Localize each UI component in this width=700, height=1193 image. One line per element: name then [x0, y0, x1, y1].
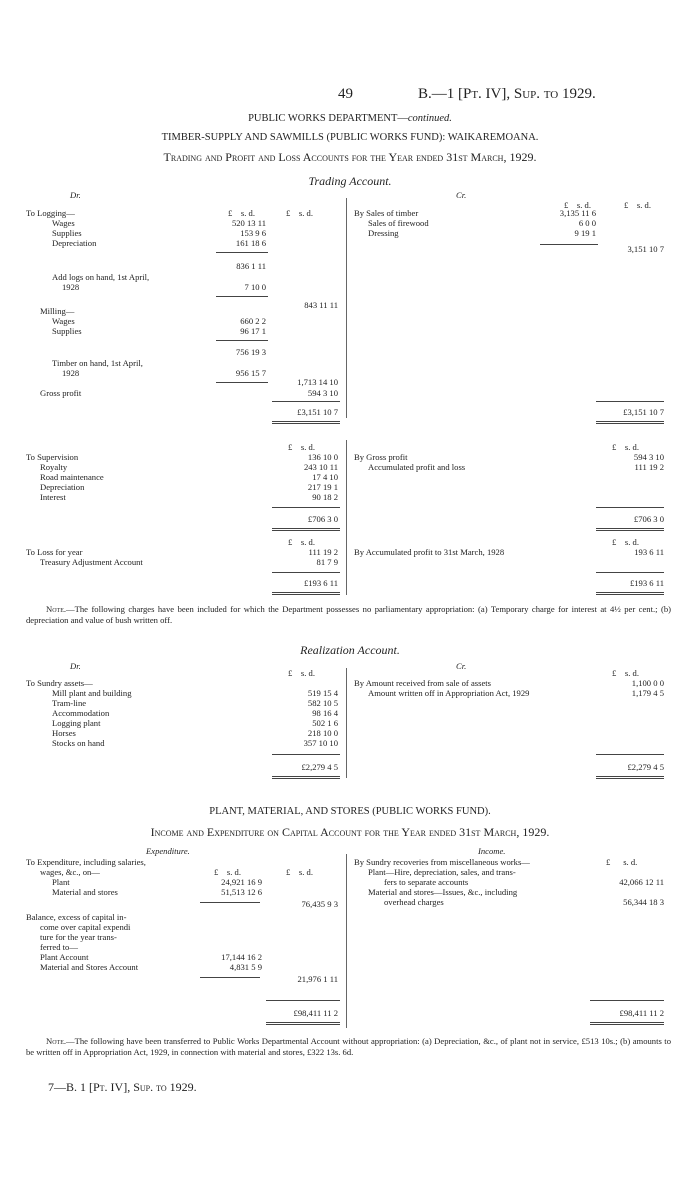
sundry-assets-label: To Sundry assets— — [26, 678, 93, 688]
pms-title: PLANT, MATERIAL, AND STORES (PUBLIC WORKS FUND). — [209, 806, 491, 817]
shillings-header: s. — [624, 442, 631, 452]
trading-dr-label: Dr. — [70, 190, 81, 200]
pl-dr-item-value: 136 10 0 — [307, 452, 338, 462]
plant-label: Plant — [52, 877, 70, 887]
shillings-header: s. — [623, 857, 629, 867]
trading-cr-label: Cr. — [456, 190, 467, 200]
asset-value: 519 15 4 — [307, 688, 338, 698]
pound-sign: £ — [286, 867, 291, 877]
expenditure-label: To Expenditure, including salaries, — [26, 857, 146, 867]
rule — [272, 401, 340, 402]
pl-cr-total: £706 3 0 — [633, 514, 664, 524]
recoveries-label: By Sundry recoveries from miscellaneous works— — [354, 857, 530, 867]
dressing-value: 9 19 1 — [574, 228, 596, 238]
sales-timber-label: By Sales of timber — [354, 208, 419, 218]
loss-dr-total: £193 6 11 — [303, 578, 338, 588]
asset-label: Logging plant — [52, 718, 101, 728]
double-rule — [596, 776, 664, 779]
currency-header — [612, 537, 639, 547]
pence-header: d. — [630, 857, 638, 867]
material-stores-label: Material and stores — [52, 887, 118, 897]
rule — [596, 572, 664, 573]
pound-sign: £ — [286, 208, 291, 218]
pound-sign: £ — [612, 442, 617, 452]
material-stores-account-value: 4,831 5 9 — [229, 962, 262, 972]
shillings-header: s. — [636, 200, 643, 210]
realization-cr-total: £2,279 4 5 — [627, 762, 664, 772]
milling-supplies-label: Supplies — [52, 326, 82, 336]
double-rule — [272, 776, 340, 779]
currency-header — [612, 668, 639, 678]
pound-sign: £ — [564, 200, 569, 210]
material-recovery-line: overhead charges — [384, 897, 444, 907]
shillings-header: s. — [298, 208, 305, 218]
pence-header: d. — [584, 200, 591, 210]
logs-on-hand-year: 1928 — [62, 282, 80, 292]
double-rule — [272, 528, 340, 531]
double-rule — [266, 1022, 340, 1025]
pound-sign: £ — [228, 208, 233, 218]
currency-header — [286, 208, 313, 218]
pl-dr-item-label: Road maintenance — [40, 472, 104, 482]
currency-header — [288, 537, 315, 547]
rule — [266, 1000, 340, 1001]
shillings-header: s. — [300, 537, 307, 547]
sales-firewood-label: Sales of firewood — [368, 218, 429, 228]
pms-subtitle: Income and Expenditure on Capital Account for the Year ended 31st March, 1929. — [150, 825, 550, 839]
pl-cr-item-label: By Gross profit — [354, 452, 408, 462]
shillings-header: s. — [226, 867, 233, 877]
currency-header — [228, 208, 255, 218]
logging-supplies-value: 153 9 6 — [240, 228, 266, 238]
milling-wages-value: 660 2 2 — [240, 316, 266, 326]
treasury-adjustment-value: 81 7 9 — [316, 557, 338, 567]
pound-sign: £ — [288, 668, 293, 678]
pence-header: d. — [248, 208, 255, 218]
material-recovery-line: Material and stores—Issues, &c., including — [368, 887, 518, 897]
pl-dr-item-value: 90 18 2 — [312, 492, 338, 502]
pl-dr-item-label: To Supervision — [26, 452, 79, 462]
plant-value: 24,921 16 9 — [221, 877, 262, 887]
double-rule — [590, 1022, 664, 1025]
rule — [596, 401, 664, 402]
income-total: £98,411 11 2 — [619, 1008, 664, 1018]
rule — [216, 296, 268, 297]
pl-dr-item-value: 243 10 11 — [303, 462, 338, 472]
trading-dr-total: £3,151 10 7 — [297, 407, 338, 417]
logging-wages-value: 520 13 11 — [231, 218, 266, 228]
rule — [216, 340, 268, 341]
realization-dr-total: £2,279 4 5 — [301, 762, 338, 772]
plant-recovery-line: fers to separate accounts — [384, 877, 469, 887]
document-reference: B.—1 [Pt. IV], Sup. to 1929. — [418, 86, 596, 102]
pence-header: d. — [308, 442, 315, 452]
trading-divider — [346, 198, 347, 418]
department-name: PUBLIC WORKS DEPARTMENT— — [248, 113, 408, 124]
sales-timber-value: 3,135 11 6 — [559, 208, 596, 218]
shillings-header: s. — [240, 208, 247, 218]
balance-line: Balance, excess of capital in- — [26, 912, 127, 922]
expenditure-label-cont: wages, &c., on— — [40, 867, 100, 877]
gross-profit-value: 594 3 10 — [307, 388, 338, 398]
logging-label: To Logging— — [26, 208, 75, 218]
timber-on-hand-year: 1928 — [62, 368, 80, 378]
shillings-header: s. — [300, 668, 307, 678]
asset-label: Stocks on hand — [52, 738, 105, 748]
pound-sign: £ — [288, 442, 293, 452]
income-heading: Income. — [478, 846, 506, 856]
pl-dr-item-label: Interest — [40, 492, 66, 502]
asset-value: 582 10 5 — [307, 698, 338, 708]
note-text: —The following have been transferred to Public Works Departmental Account without appropriation: (a) Depreciation, &c., of plant not in service, £513 10s.; (b) amounts to be written off in Appropriation Act, 1929, in connection with material and stores, £322 13s. 6d. — [26, 1036, 671, 1057]
double-rule — [272, 592, 340, 595]
realization-dr-label: Dr. — [70, 661, 81, 671]
note-text: —The following charges have been included for which the Department possesses no parliamentary appropriation: (a) Temporary charge for interest at 4½ per cent.; (b) depreciation and value of bush written off. — [26, 604, 671, 625]
balance-sum: 21,976 1 11 — [297, 974, 338, 984]
rule — [272, 507, 340, 508]
accounts-title: Trading and Profit and Loss Accounts for the Year ended 31st March, 1929. — [163, 150, 537, 164]
loss-label: To Loss for year — [26, 547, 83, 557]
expenditure-sum: 76,435 9 3 — [301, 899, 338, 909]
pl-cr-item-label: Accumulated profit and loss — [368, 462, 466, 472]
pence-header: d. — [632, 442, 639, 452]
note-transfers — [26, 1036, 671, 1058]
rule — [272, 572, 340, 573]
logs-on-hand-value: 7 10 0 — [244, 282, 266, 292]
asset-value: 218 10 0 — [307, 728, 338, 738]
asset-label: Tram-line — [52, 698, 87, 708]
pl-divider — [346, 440, 347, 595]
milling-total: 1,713 14 10 — [297, 377, 338, 387]
pence-header: d. — [632, 668, 639, 678]
rule — [590, 1000, 664, 1001]
asset-label: Horses — [52, 728, 76, 738]
currency-header — [606, 857, 637, 867]
pence-header: d. — [644, 200, 651, 210]
milling-label: Milling— — [40, 306, 75, 316]
milling-wages-label: Wages — [52, 316, 75, 326]
note-lead: Note. — [46, 1036, 67, 1046]
shillings-header: s. — [576, 200, 583, 210]
logging-depreciation-value: 161 18 6 — [235, 238, 266, 248]
pound-sign: £ — [624, 200, 629, 210]
logging-depreciation-label: Depreciation — [52, 238, 97, 248]
realization-divider — [346, 668, 347, 778]
realization-account-title: Realization Account. — [300, 643, 400, 657]
rule — [200, 902, 260, 903]
sale-of-assets-value: 1,100 0 0 — [631, 678, 664, 688]
asset-label: Mill plant and building — [52, 688, 132, 698]
dressing-label: Dressing — [368, 228, 399, 238]
rule — [540, 244, 598, 245]
timber-on-hand-label: Timber on hand, 1st April, — [52, 358, 143, 368]
logging-supplies-label: Supplies — [52, 228, 82, 238]
pence-header: d. — [306, 867, 313, 877]
sale-of-assets-label: By Amount received from sale of assets — [354, 678, 491, 688]
pms-divider — [346, 854, 347, 1028]
pl-dr-item-value: 217 19 1 — [307, 482, 338, 492]
accumulated-profit-value: 193 6 11 — [634, 547, 664, 557]
currency-header — [286, 867, 313, 877]
shillings-header: s. — [624, 668, 631, 678]
trading-account-title: Trading Account. — [308, 174, 392, 188]
expenditure-heading: Expenditure. — [146, 846, 190, 856]
sales-sum: 3,151 10 7 — [627, 244, 664, 254]
currency-header — [612, 442, 639, 452]
pl-dr-total: £706 3 0 — [307, 514, 338, 524]
logging-total: 843 11 11 — [304, 300, 338, 310]
double-rule — [272, 421, 340, 424]
loss-cr-total: £193 6 11 — [629, 578, 664, 588]
rule — [272, 754, 340, 755]
plant-account-value: 17,144 16 2 — [221, 952, 262, 962]
currency-header — [624, 200, 651, 210]
written-off-label: Amount written off in Appropriation Act, 1929 — [368, 688, 530, 698]
page-number: 49 — [338, 86, 353, 102]
accumulated-profit-label: By Accumulated profit to 31st March, 1928 — [354, 547, 505, 557]
double-rule — [596, 528, 664, 531]
plant-recovery-line: Plant—Hire, depreciation, sales, and trans- — [368, 867, 516, 877]
pence-header: d. — [632, 537, 639, 547]
material-stores-account-label: Material and Stores Account — [40, 962, 139, 972]
asset-value: 357 10 10 — [303, 738, 338, 748]
footer-reference: 7—B. 1 [Pt. IV], Sup. to 1929. — [48, 1080, 197, 1094]
milling-supplies-value: 96 17 1 — [240, 326, 266, 336]
shillings-header: s. — [300, 442, 307, 452]
note-interest — [26, 604, 671, 626]
plant-recovery-value: 42,066 12 11 — [619, 877, 664, 887]
material-recovery-value: 56,344 18 3 — [623, 897, 664, 907]
loss-value: 111 19 2 — [308, 547, 338, 557]
material-stores-value: 51,513 12 6 — [221, 887, 262, 897]
milling-subtotal: 756 19 3 — [235, 347, 266, 357]
pence-header: d. — [308, 668, 315, 678]
expenditure-total: £98,411 11 2 — [293, 1008, 338, 1018]
asset-value: 502 1 6 — [312, 718, 338, 728]
continued-label: continued. — [407, 113, 452, 124]
currency-header — [288, 668, 315, 678]
department-heading — [0, 113, 700, 124]
rule — [596, 507, 664, 508]
double-rule — [596, 421, 664, 424]
currency-header — [214, 867, 241, 877]
rule — [200, 977, 260, 978]
note-lead: Note. — [46, 604, 67, 614]
trading-cr-total: £3,151 10 7 — [623, 407, 664, 417]
timber-on-hand-value: 956 15 7 — [235, 368, 266, 378]
pl-dr-item-value: 17 4 10 — [312, 472, 338, 482]
balance-line: ferred to— — [40, 942, 78, 952]
logging-wages-label: Wages — [52, 218, 75, 228]
currency-header — [288, 442, 315, 452]
balance-line: come over capital expendi — [40, 922, 131, 932]
rule — [596, 754, 664, 755]
sales-firewood-value: 6 0 0 — [578, 218, 596, 228]
written-off-value: 1,179 4 5 — [631, 688, 664, 698]
pound-sign: £ — [214, 867, 219, 877]
rule — [216, 382, 268, 383]
plant-account-label: Plant Account — [40, 952, 89, 962]
double-rule — [596, 592, 664, 595]
gross-profit-label: Gross profit — [40, 388, 82, 398]
asset-value: 98 16 4 — [312, 708, 338, 718]
shillings-header: s. — [624, 537, 631, 547]
pound-sign: £ — [606, 857, 611, 867]
logging-subtotal: 836 1 11 — [236, 261, 266, 271]
pence-header: d. — [234, 867, 241, 877]
pound-sign: £ — [612, 537, 617, 547]
section-subtitle: TIMBER-SUPPLY AND SAWMILLS (PUBLIC WORKS FUND): WAIKAREMOANA. — [161, 132, 539, 143]
treasury-adjustment-label: Treasury Adjustment Account — [40, 557, 143, 567]
shillings-header: s. — [298, 867, 305, 877]
realization-cr-label: Cr. — [456, 661, 467, 671]
logs-on-hand-label: Add logs on hand, 1st April, — [52, 272, 150, 282]
pl-cr-item-value: 594 3 10 — [633, 452, 664, 462]
pl-dr-item-label: Royalty — [40, 462, 68, 472]
balance-line: ture for the year trans- — [40, 932, 117, 942]
rule — [216, 252, 268, 253]
pound-sign: £ — [288, 537, 293, 547]
asset-label: Accommodation — [52, 708, 110, 718]
pound-sign: £ — [612, 668, 617, 678]
pence-header: d. — [308, 537, 315, 547]
pence-header: d. — [306, 208, 313, 218]
pl-dr-item-label: Depreciation — [40, 482, 85, 492]
pl-cr-item-value: 111 19 2 — [634, 462, 664, 472]
